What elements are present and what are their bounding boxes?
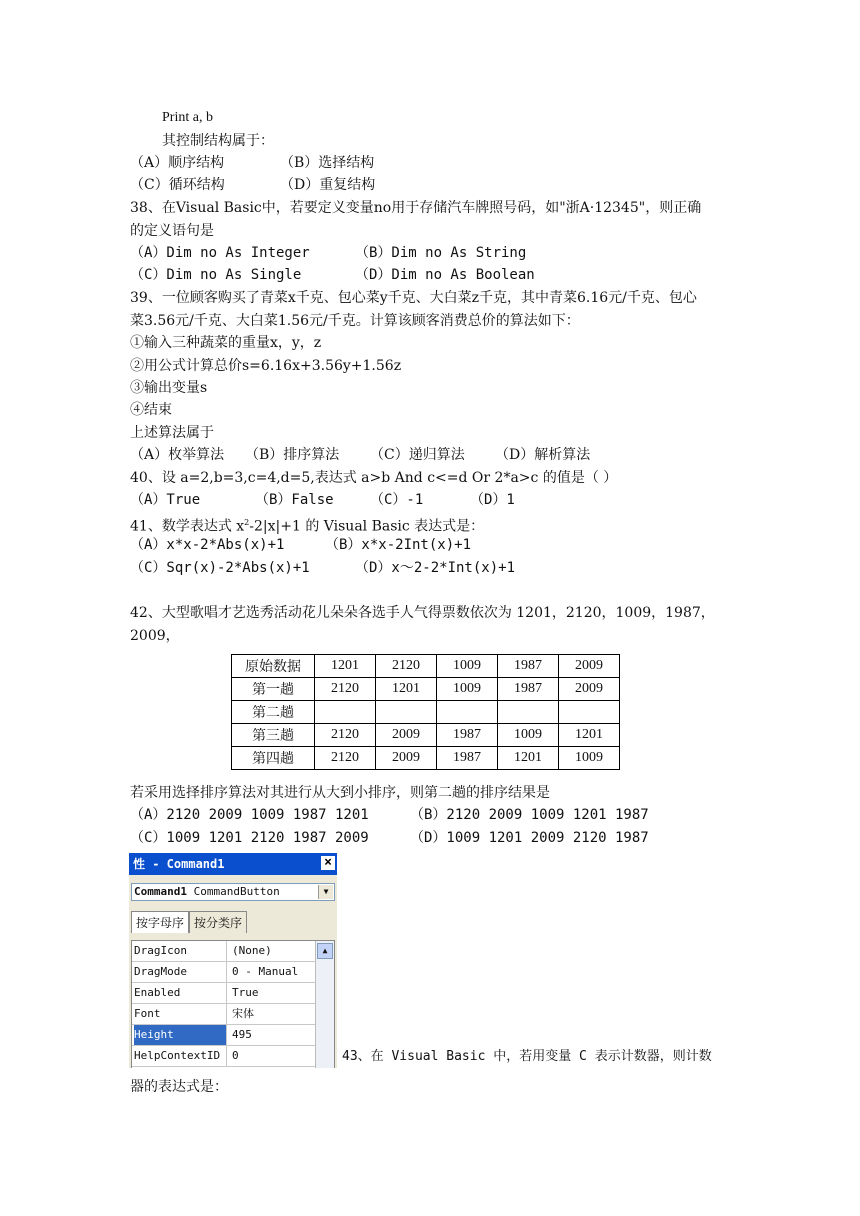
option-d: （D）重复结构 [280, 177, 376, 193]
table-cell [315, 701, 376, 724]
option-d: （D）解析算法 [495, 447, 591, 463]
property-row[interactable] [132, 1025, 334, 1046]
option-d: （D）x～2-2*Int(x)+1 [355, 560, 516, 576]
question-38-cont: 的定义语句是 [130, 223, 214, 239]
option-b: （B）选择结构 [280, 155, 375, 171]
table-cell: 1987 [498, 678, 559, 701]
option-b: （B）False [255, 492, 334, 508]
properties-title-bar [129, 853, 337, 875]
row-label: 第二趟 [232, 701, 315, 724]
option-c: （C）1009 1201 2120 1987 2009 [130, 830, 369, 846]
property-row[interactable] [132, 1046, 334, 1067]
option-b: （B）x*x-2Int(x)+1 [325, 537, 472, 553]
properties-window [129, 853, 337, 1068]
option-a: （A）2120 2009 1009 1987 1201 [130, 807, 369, 823]
close-icon[interactable]: × [321, 856, 335, 870]
chevron-down-icon[interactable]: ▼ [318, 885, 333, 899]
table-cell: 2009 [559, 655, 620, 678]
question-38: 38、在Visual Basic中，若要定义变量no用于存储汽车牌照号码，如"浙A·12345"，则正确 [130, 200, 702, 216]
question-text: 若采用选择排序算法对其进行从大到小排序，则第二趟的排序结果是 [130, 785, 550, 801]
table-cell: 1201 [376, 678, 437, 701]
option-d: （D）1 [470, 492, 515, 508]
question-41 [130, 513, 484, 537]
question-39-cont: 菜3.56元/千克、大白菜1.56元/千克。计算该顾客消费总价的算法如下： [130, 313, 580, 329]
option-b: （B）排序算法 [245, 447, 340, 463]
property-name: Enabled [134, 983, 227, 1003]
option-d: （D）Dim no As Boolean [355, 267, 535, 283]
scroll-up-icon[interactable]: ▲ [317, 943, 333, 959]
property-name: Height [134, 1025, 227, 1045]
option-b: （B）2120 2009 1009 1201 1987 [410, 807, 649, 823]
object-type: CommandButton [193, 885, 280, 898]
option-c: （C）递归算法 [370, 447, 465, 463]
property-name: DragIcon [134, 941, 227, 961]
table-row [232, 678, 620, 701]
table-cell [437, 701, 498, 724]
table-cell: 2120 [376, 655, 437, 678]
table-cell: 1009 [498, 724, 559, 747]
property-row[interactable] [132, 962, 334, 983]
scrollbar[interactable] [315, 941, 334, 1068]
superscript: 2 [244, 518, 250, 527]
row-label: 第一趟 [232, 678, 315, 701]
algorithm-step: ④结束 [130, 402, 172, 418]
table-cell [498, 701, 559, 724]
table-cell: 1201 [315, 655, 376, 678]
table-cell [559, 701, 620, 724]
question-40: 40、设 a=2,b=3,c=4,d=5,表达式 a>b And c<=d Or 2*a>c 的值是（ ） [130, 470, 618, 486]
table-row [232, 655, 620, 678]
property-grid [131, 940, 335, 1068]
algorithm-step: ③输出变量s [130, 380, 208, 396]
property-row[interactable] [132, 983, 334, 1004]
option-a: （A）x*x-2*Abs(x)+1 [130, 537, 285, 553]
algorithm-step: ②用公式计算总价s=6.16x+3.56y+1.56z [130, 358, 402, 374]
properties-title: 性 - Command1 [133, 857, 225, 871]
option-c: （C）循环结构 [130, 177, 225, 193]
code-line: Print a, b [162, 110, 213, 125]
question-text: 上述算法属于 [130, 425, 214, 441]
question-39: 39、一位顾客购买了青菜x千克、包心菜y千克、大白菜z千克，其中青菜6.16元/千克、包心 [130, 290, 697, 306]
property-value[interactable]: 0 - Manual [232, 965, 299, 978]
table-cell: 2120 [315, 724, 376, 747]
question-43: 43、在 Visual Basic 中，若用变量 C 表示计数器，则计数 [342, 1049, 712, 1064]
q41-prefix: 41、数学表达式 x [130, 518, 245, 535]
property-name: Font [134, 1004, 227, 1024]
table-cell: 2120 [315, 678, 376, 701]
table-cell: 2009 [559, 678, 620, 701]
tab-categorized[interactable]: 按分类序 [189, 911, 247, 933]
table-cell: 2009 [376, 747, 437, 770]
property-value[interactable]: 495 [232, 1028, 252, 1041]
table-cell: 2009 [376, 724, 437, 747]
property-value[interactable]: (None) [232, 944, 272, 957]
table-cell: 2120 [315, 747, 376, 770]
question-42-cont: 2009， [130, 628, 180, 644]
table-row [232, 724, 620, 747]
question-43-cont: 器的表达式是： [130, 1079, 228, 1095]
table-cell: 1009 [559, 747, 620, 770]
q41-suffix: -2|x|+1 的 Visual Basic 表达式是： [249, 518, 485, 535]
table-cell: 1009 [437, 655, 498, 678]
option-a: （A）True [130, 492, 201, 508]
property-value[interactable]: True [232, 986, 259, 999]
property-value[interactable]: 0 [232, 1049, 239, 1062]
option-c: （C）Sqr(x)-2*Abs(x)+1 [130, 560, 310, 576]
table-cell: 1987 [437, 724, 498, 747]
table-cell: 1009 [437, 678, 498, 701]
question-text: 其控制结构属于： [162, 133, 274, 149]
option-d: （D）1009 1201 2009 2120 1987 [410, 830, 649, 846]
property-row[interactable] [132, 941, 334, 962]
properties-tabs [131, 911, 247, 933]
row-label: 原始数据 [232, 655, 315, 678]
property-name: HelpContextID [134, 1046, 227, 1066]
tab-alphabetic[interactable]: 按字母序 [131, 911, 189, 933]
table-cell: 1987 [498, 655, 559, 678]
table-cell [376, 701, 437, 724]
option-a: （A）Dim no As Integer [130, 245, 310, 261]
property-name: DragMode [134, 962, 227, 982]
row-label: 第四趟 [232, 747, 315, 770]
question-42: 42、大型歌唱才艺选秀活动花儿朵朵各选手人气得票数依次为 1201，2120，1009，1987， [130, 605, 715, 621]
table-cell: 1201 [559, 724, 620, 747]
property-row[interactable] [132, 1004, 334, 1025]
row-label: 第三趟 [232, 724, 315, 747]
option-c: （C）Dim no As Single [130, 267, 302, 283]
option-a: （A）顺序结构 [130, 155, 225, 171]
table-row [232, 701, 620, 724]
option-b: （B）Dim no As String [355, 245, 527, 261]
option-a: （A）枚举算法 [130, 447, 225, 463]
table-cell: 1201 [498, 747, 559, 770]
property-value[interactable]: 宋体 [232, 1007, 254, 1020]
object-selector[interactable] [131, 883, 335, 901]
option-c: （C）-1 [370, 492, 424, 508]
table-row [232, 747, 620, 770]
table-cell: 1987 [437, 747, 498, 770]
algorithm-step: ①输入三种蔬菜的重量x，y，z [130, 335, 322, 351]
sort-table [231, 654, 620, 770]
object-name: Command1 [134, 885, 187, 898]
